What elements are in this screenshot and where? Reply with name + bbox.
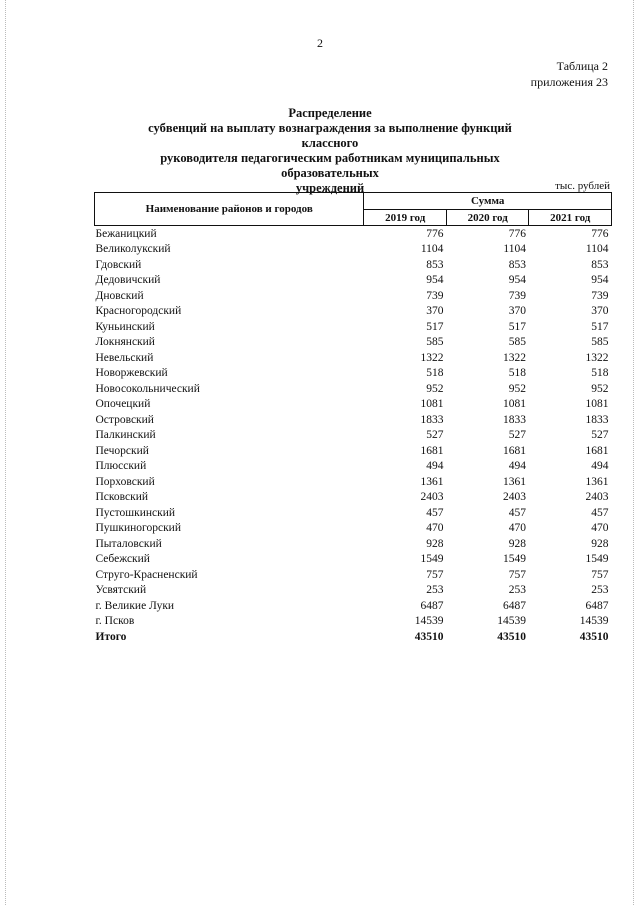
table-row xyxy=(95,257,612,273)
amount-2020: 1322 xyxy=(502,351,526,364)
amount-2019: 14539 xyxy=(414,615,444,628)
table-row xyxy=(95,459,612,475)
amount-2020: 43510 xyxy=(497,630,526,643)
district-name: Дедовичский xyxy=(95,274,161,287)
amount-2019: 776 xyxy=(426,227,444,240)
header-name: Наименование районов и городов xyxy=(95,193,364,226)
amount-2021: 517 xyxy=(591,320,609,333)
annex-table-label: Таблица 2 xyxy=(556,59,608,73)
amount-2020: 585 xyxy=(508,336,526,349)
title-line-4: учреждений xyxy=(295,181,365,195)
amount-2020: 739 xyxy=(508,289,526,302)
amount-2021: 1104 xyxy=(585,243,609,256)
table-row xyxy=(95,242,612,258)
header-year-2020: 2020 год xyxy=(446,210,529,226)
amount-2021: 757 xyxy=(591,568,609,581)
amount-2021: 1361 xyxy=(585,475,609,488)
document-title xyxy=(120,106,540,196)
amount-2019: 518 xyxy=(426,367,444,380)
amount-2021: 739 xyxy=(591,289,609,302)
district-name: Усвятский xyxy=(95,584,147,597)
amount-2021: 954 xyxy=(591,274,609,287)
table-row xyxy=(95,567,612,583)
amount-2019: 928 xyxy=(426,537,444,550)
amount-2021: 928 xyxy=(591,537,609,550)
district-name: Псковский xyxy=(95,491,149,504)
page-number: 2 xyxy=(317,36,323,50)
table-row xyxy=(95,319,612,335)
district-name: Куньинский xyxy=(95,320,155,333)
header-row-1 xyxy=(95,193,612,210)
amount-2020: 253 xyxy=(508,584,526,597)
amount-2021: 470 xyxy=(591,522,609,535)
amount-2019: 1681 xyxy=(420,444,444,457)
amount-2021: 1681 xyxy=(585,444,609,457)
amount-2021: 1081 xyxy=(585,398,609,411)
district-name: Себежский xyxy=(95,553,150,566)
annex-appendix-label: приложения 23 xyxy=(530,75,608,89)
amount-2019: 457 xyxy=(426,506,444,519)
district-name: Великолукский xyxy=(95,243,171,256)
amount-2019: 952 xyxy=(426,382,444,395)
amount-2020: 952 xyxy=(508,382,526,395)
amount-2020: 757 xyxy=(508,568,526,581)
district-name: Пустошкинский xyxy=(95,506,176,519)
scan-margin-right xyxy=(633,0,635,905)
table-row xyxy=(95,288,612,304)
amount-2021: 6487 xyxy=(585,599,609,612)
distribution-table xyxy=(94,192,612,645)
table-row xyxy=(95,614,612,630)
table-row xyxy=(95,381,612,397)
amount-2019: 954 xyxy=(426,274,444,287)
amount-2019: 2403 xyxy=(420,491,444,504)
amount-2019: 253 xyxy=(426,584,444,597)
table-row xyxy=(95,443,612,459)
annex-reference xyxy=(531,58,608,90)
amount-2020: 1549 xyxy=(502,553,526,566)
amount-2020: 853 xyxy=(508,258,526,271)
amount-2019: 527 xyxy=(426,429,444,442)
district-name: Палкинский xyxy=(95,429,156,442)
district-name: Невельский xyxy=(95,351,154,364)
amount-2019: 585 xyxy=(426,336,444,349)
title-line-3: руководителя педагогическим работникам муниципальных образовательных xyxy=(160,151,500,180)
amount-2021: 2403 xyxy=(585,491,609,504)
amount-2021: 494 xyxy=(591,460,609,473)
amount-2020: 776 xyxy=(508,227,526,240)
district-name: Пыталовский xyxy=(95,537,162,550)
district-name: Бежаницкий xyxy=(95,227,157,240)
district-name: Плюсский xyxy=(95,460,147,473)
district-name: Локнянский xyxy=(95,336,155,349)
amount-2021: 776 xyxy=(591,227,609,240)
header-year-2021: 2021 год xyxy=(529,210,612,226)
table-row xyxy=(95,273,612,289)
amount-2021: 585 xyxy=(591,336,609,349)
amount-2019: 6487 xyxy=(420,599,444,612)
total-row xyxy=(95,629,612,645)
district-name: Итого xyxy=(95,630,127,643)
table-row xyxy=(95,366,612,382)
amount-2020: 494 xyxy=(508,460,526,473)
amount-2020: 527 xyxy=(508,429,526,442)
table-row xyxy=(95,350,612,366)
district-name: Новосокольнический xyxy=(95,382,200,395)
amount-2020: 1361 xyxy=(502,475,526,488)
table-row xyxy=(95,552,612,568)
district-name: г. Великие Луки xyxy=(95,599,175,612)
amount-2020: 370 xyxy=(508,305,526,318)
table-row xyxy=(95,598,612,614)
amount-2020: 14539 xyxy=(497,615,526,628)
amount-2020: 6487 xyxy=(502,599,526,612)
amount-2021: 952 xyxy=(591,382,609,395)
amount-2019: 1104 xyxy=(420,243,444,256)
scan-margin-left xyxy=(5,0,7,905)
amount-2019: 1549 xyxy=(420,553,444,566)
amount-2019: 517 xyxy=(426,320,444,333)
table-row xyxy=(95,304,612,320)
table-row xyxy=(95,536,612,552)
district-name: Дновский xyxy=(95,289,144,302)
table-row xyxy=(95,226,612,242)
amount-2020: 2403 xyxy=(502,491,526,504)
district-name: Печорский xyxy=(95,444,149,457)
amount-2021: 527 xyxy=(591,429,609,442)
unit-label: тыс. рублей xyxy=(555,180,610,192)
district-name: Струго-Красненский xyxy=(95,568,198,581)
table-row xyxy=(95,490,612,506)
amount-2021: 370 xyxy=(591,305,609,318)
amount-2020: 1833 xyxy=(502,413,526,426)
amount-2020: 1081 xyxy=(502,398,526,411)
amount-2020: 517 xyxy=(508,320,526,333)
district-name: Новоржевский xyxy=(95,367,168,380)
amount-2021: 1549 xyxy=(585,553,609,566)
amount-2019: 1081 xyxy=(420,398,444,411)
amount-2021: 43510 xyxy=(579,630,609,643)
district-name: Пушкиногорский xyxy=(95,522,181,535)
table-row xyxy=(95,412,612,428)
amount-2020: 1681 xyxy=(502,444,526,457)
table-row xyxy=(95,583,612,599)
district-name: Красногородский xyxy=(95,305,182,318)
amount-2019: 494 xyxy=(426,460,444,473)
amount-2021: 457 xyxy=(591,506,609,519)
amount-2021: 14539 xyxy=(579,615,609,628)
amount-2021: 1322 xyxy=(585,351,609,364)
amount-2020: 518 xyxy=(508,367,526,380)
amount-2019: 853 xyxy=(426,258,444,271)
table-row xyxy=(95,428,612,444)
amount-2020: 928 xyxy=(508,537,526,550)
table-row xyxy=(95,335,612,351)
table-row xyxy=(95,474,612,490)
district-name: Островский xyxy=(95,413,154,426)
header-sum: Сумма xyxy=(364,193,612,210)
amount-2020: 457 xyxy=(508,506,526,519)
amount-2019: 757 xyxy=(426,568,444,581)
amount-2019: 1322 xyxy=(420,351,444,364)
district-name: Опочецкий xyxy=(95,398,151,411)
amount-2021: 853 xyxy=(591,258,609,271)
amount-2019: 43510 xyxy=(414,630,444,643)
district-name: г. Псков xyxy=(95,615,135,628)
amount-2019: 470 xyxy=(426,522,444,535)
amount-2019: 739 xyxy=(426,289,444,302)
amount-2020: 954 xyxy=(508,274,526,287)
district-name: Гдовский xyxy=(95,258,142,271)
amount-2019: 1361 xyxy=(420,475,444,488)
title-line-2: субвенций на выплату вознаграждения за выполнение функций классного xyxy=(148,121,512,150)
title-line-1: Распределение xyxy=(288,106,372,120)
amount-2021: 1833 xyxy=(585,413,609,426)
table-body xyxy=(95,226,612,645)
amount-2020: 470 xyxy=(508,522,526,535)
header-year-2019: 2019 год xyxy=(364,210,447,226)
amount-2019: 1833 xyxy=(420,413,444,426)
district-name: Порховский xyxy=(95,475,155,488)
amount-2020: 1104 xyxy=(503,243,526,256)
table-row xyxy=(95,505,612,521)
table-row xyxy=(95,397,612,413)
amount-2021: 253 xyxy=(591,584,609,597)
amount-2019: 370 xyxy=(426,305,444,318)
table-row xyxy=(95,521,612,537)
amount-2021: 518 xyxy=(591,367,609,380)
